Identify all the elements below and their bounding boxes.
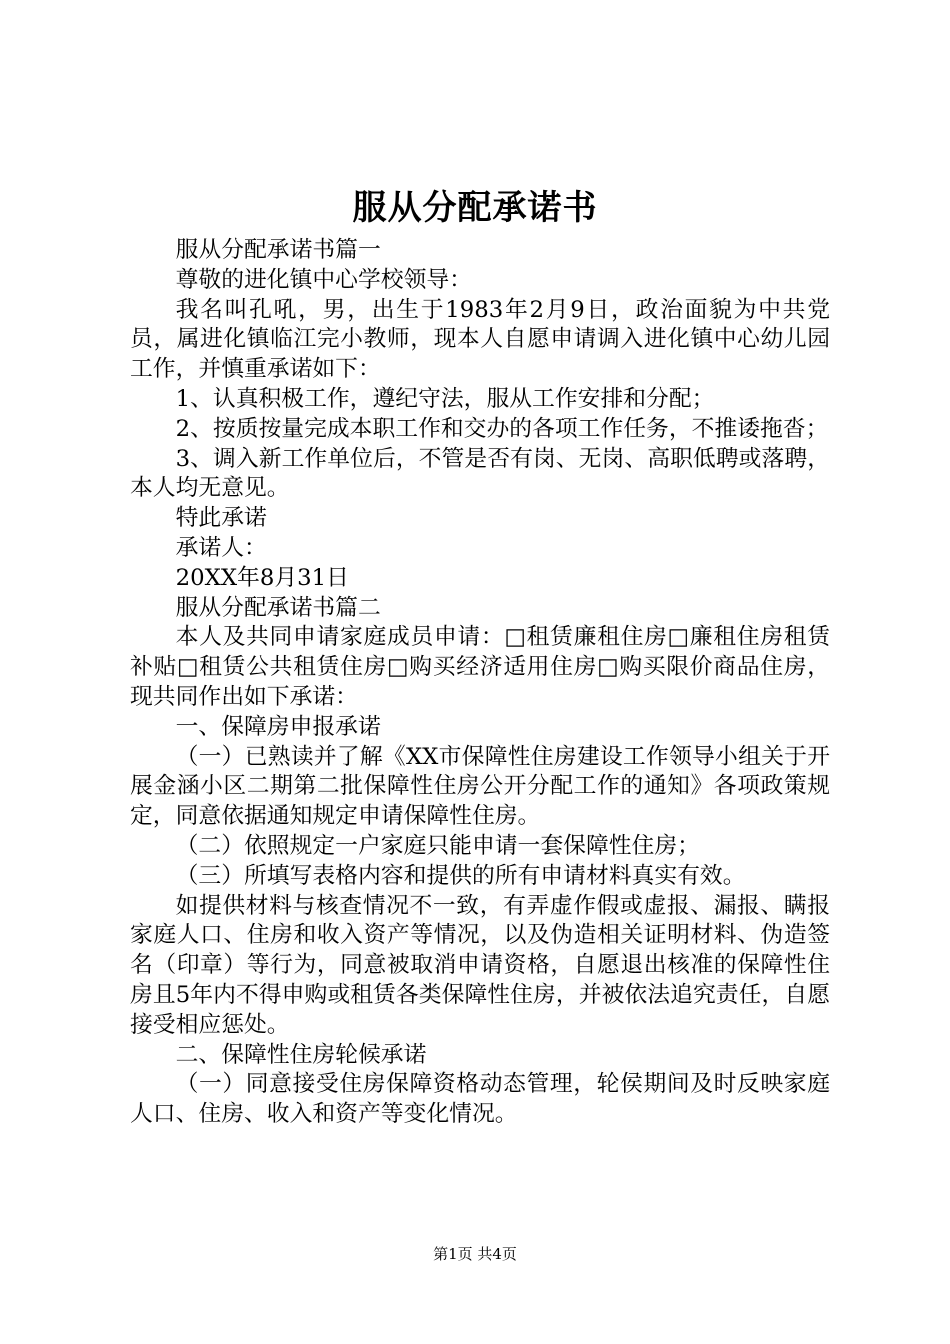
paragraph: 2、按质按量完成本职工作和交办的各项工作任务，不推诿拖沓； [175,415,829,442]
paragraph: （二）依照规定一户家庭只能申请一套保障性住房； [175,832,700,859]
paragraph: 承诺人： [175,534,267,561]
paragraph: 尊敬的进化镇中心学校领导： [175,266,472,293]
paragraph: 二、保障性住房轮候承诺 [175,1041,427,1068]
document-body [130,236,830,1130]
paragraph: （三）所填写表格内容和提供的所有申请材料真实有效。 [175,862,746,889]
paragraph: 本人及共同申请家庭成员申请：□租赁廉租住房□廉租住房租赁补贴□租赁公共租赁住房□购买经济适用住房□购买限价商品住房，现共同作出如下承诺： [130,624,830,710]
page-footer: 第1页 共4页 [433,1245,517,1263]
paragraph: 如提供材料与核查情况不一致，有弄虚作假或虚报、漏报、瞒报家庭人口、住房和收入资产等情况，以及伪造相关证明材料、伪造签名（印章）等行为，同意被取消申请资格，自愿退出核准的保障性住房且5年内不得申购或租赁各类保障性住房，并被依法追究责任，自愿接受相应惩处。 [130,892,830,1038]
paragraph: 服从分配承诺书篇二 [175,594,381,621]
paragraph: 我名叫孔吼，男，出生于1983年2月9日，政治面貌为中共党员，属进化镇临江完小教师，现本人自愿申请调入进化镇中心幼儿园工作，并慎重承诺如下： [130,296,830,383]
paragraph: 1、认真积极工作，遵纪守法，服从工作安排和分配； [175,385,715,412]
paragraph: 20XX年8月31日 [175,564,349,591]
paragraph: （一）已熟读并了解《XX市保障性住房建设工作领导小组关于开展金涵小区二期第二批保障性住房公开分配工作的通知》各项政策规定，同意依据通知规定申请保障性住房。 [130,743,830,830]
paragraph: （一）同意接受住房保障资格动态管理，轮侯期间及时反映家庭人口、住房、收入和资产等变化情况。 [130,1071,830,1128]
paragraph: 特此承诺 [175,505,267,532]
document-title: 服从分配承诺书 [352,188,598,228]
paragraph: 服从分配承诺书篇一 [175,237,381,263]
paragraph: 一、保障房申报承诺 [175,713,381,740]
paragraph: 3、调入新工作单位后，不管是否有岗、无岗、高职低聘或落聘，本人均无意见。 [130,445,830,502]
